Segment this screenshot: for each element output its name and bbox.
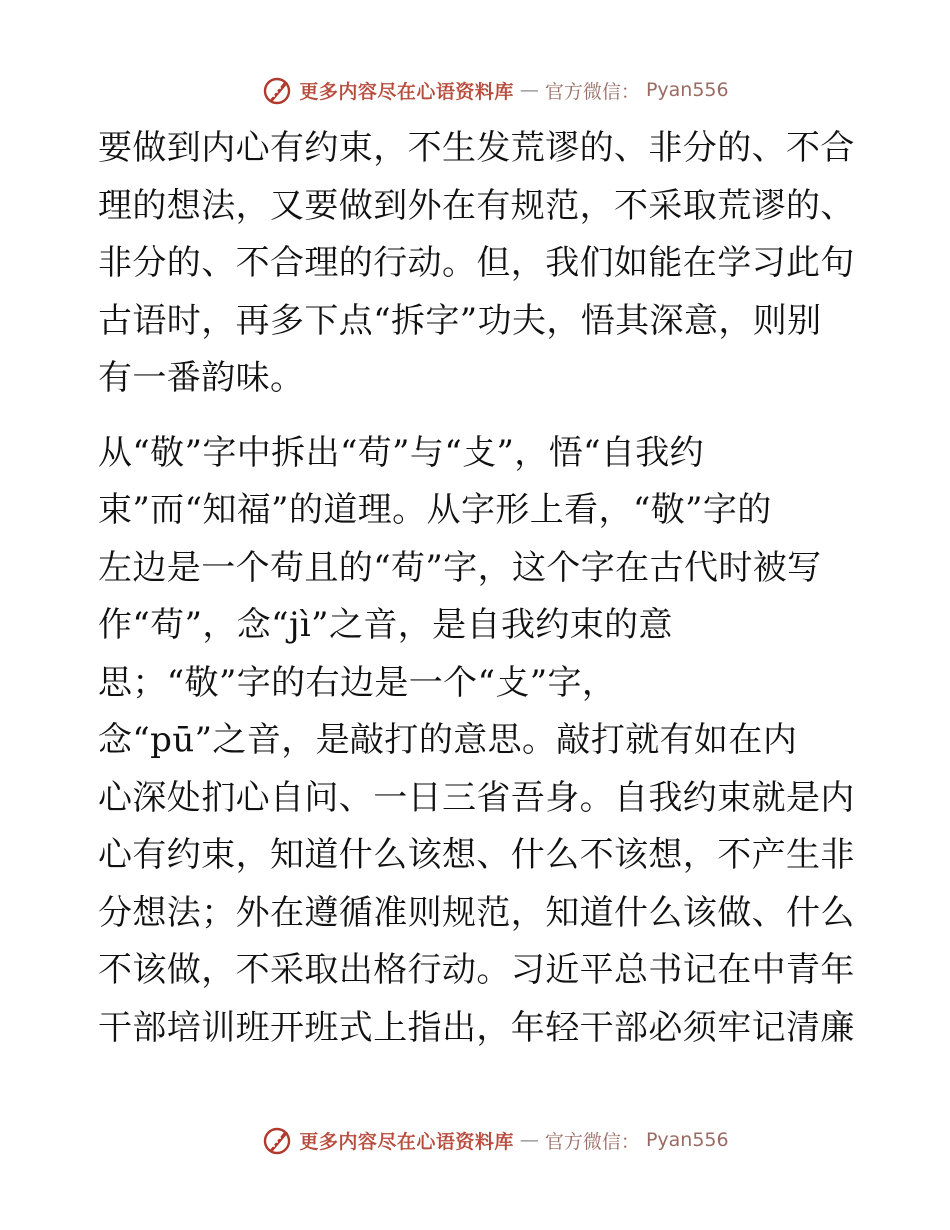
text-line: 理的想法，又要做到外在有规范，不采取荒谬的、	[98, 185, 855, 226]
banner-wechat-id: Pyan556	[645, 1129, 729, 1151]
text-line: 念“pū”之音，是敲打的意思。敲打就有如在内	[98, 720, 798, 760]
document-body	[98, 120, 858, 1057]
feather-pen-logo-icon	[261, 74, 293, 106]
text-line: 思；“敬”字的右边是一个“攴”字，	[98, 662, 617, 703]
banner-separator: —	[519, 79, 539, 101]
text-line: 束”而“知福”的道理。从字形上看，“敬”字的	[98, 490, 772, 530]
text-line: 作“苟”，念“jì”之音，是自我约束的意	[98, 605, 673, 645]
paragraph-1	[98, 120, 858, 408]
text-line: 干部培训班开班式上指出，年轻干部必须牢记清廉	[98, 1007, 855, 1048]
banner-wechat-label: 官方微信：	[544, 1130, 640, 1153]
paragraph-gap	[98, 408, 858, 425]
feather-pen-logo-icon	[261, 1124, 293, 1156]
text-line: 分想法；外在遵循准则规范，知道什么该做、什么	[98, 892, 855, 933]
paragraph-2	[98, 425, 858, 1058]
text-line: 不该做，不采取出格行动。习近平总书记在中青年	[98, 950, 855, 990]
text-line: 心有约束，知道什么该想、什么不该想，不产生非	[98, 835, 855, 875]
footer-banner-content	[261, 1124, 728, 1156]
banner-separator: —	[519, 1129, 539, 1151]
text-line: 有一番韵味。	[98, 358, 305, 398]
header-banner	[0, 70, 950, 110]
banner-site-text: 更多内容尽在心语资料库	[299, 1130, 514, 1153]
footer-banner	[0, 1120, 950, 1160]
text-line: 非分的、不合理的行动。但，我们如能在学习此句	[98, 243, 855, 283]
text-line: 从“敬”字中拆出“苟”与“攴”，悟“自我约	[98, 432, 705, 473]
text-line: 要做到内心有约束，不生发荒谬的、非分的、不合	[98, 128, 855, 168]
banner-wechat-id: Pyan556	[645, 79, 729, 101]
text-line: 心深处扪心自问、一日三省吾身。自我约束就是内	[98, 777, 855, 818]
banner-wechat-label: 官方微信：	[544, 80, 640, 103]
text-line: 左边是一个苟且的“苟”字，这个字在古代时被写	[98, 547, 822, 588]
banner-site-text: 更多内容尽在心语资料库	[299, 80, 514, 103]
text-line: 古语时，再多下点“拆字”功夫，悟其深意，则别	[98, 300, 822, 341]
header-banner-content	[261, 74, 728, 106]
